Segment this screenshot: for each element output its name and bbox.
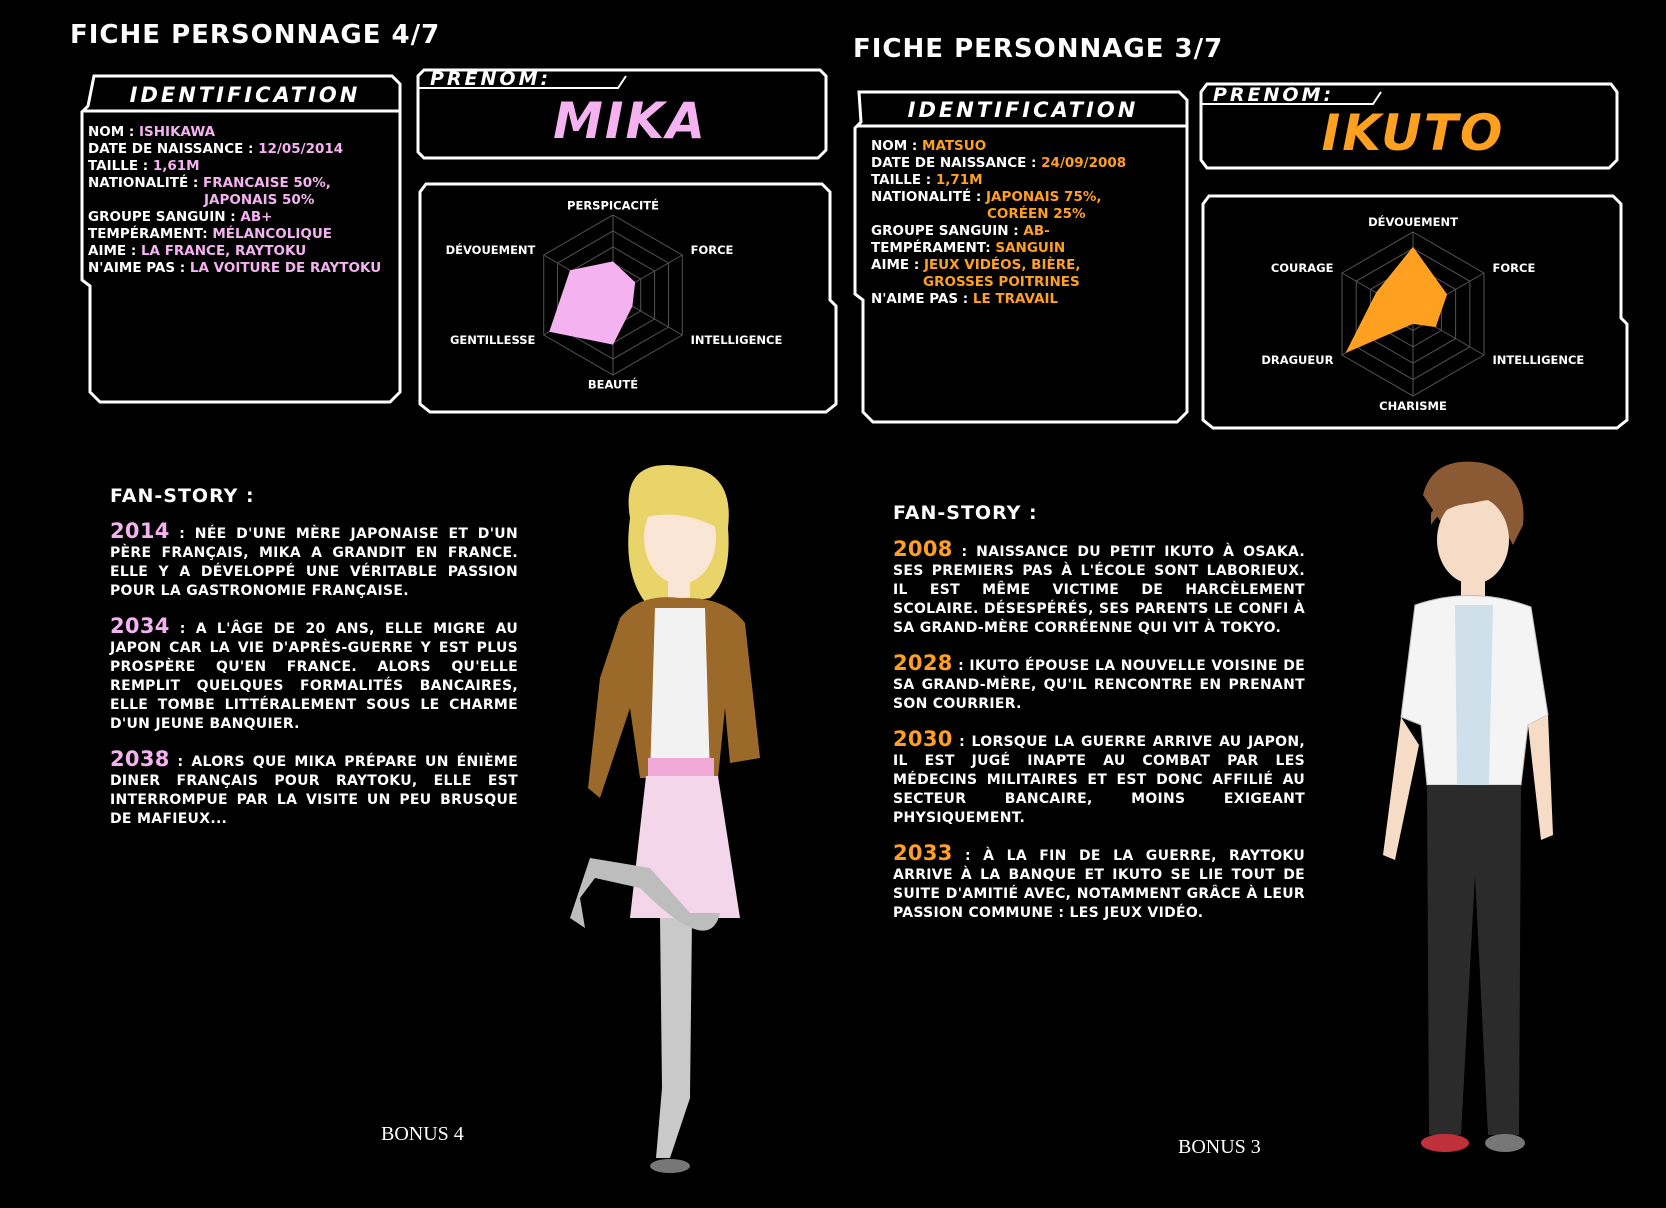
- nationality-value: JAPONAIS 75%,: [986, 189, 1102, 205]
- nationality-label: NATIONALITÉ :: [88, 175, 204, 191]
- temperament-value: SANGUIN: [995, 240, 1066, 256]
- fan-story-title: FAN-STORY :: [110, 485, 255, 507]
- radar-axis-label: INTELLIGENCE: [1492, 352, 1585, 367]
- story-entry: [893, 841, 1305, 923]
- likes-value: JEUX VIDÉOS, BIÈRE,: [923, 257, 1081, 273]
- fan-story-text: [893, 537, 1305, 939]
- story-entry: [893, 651, 1305, 714]
- story-year: 2038: [110, 747, 170, 771]
- bonus-label: BONUS 3: [1178, 1136, 1261, 1158]
- story-text: : NÉE D'UNE MÈRE JAPONAISE ET D'UN PÈRE FRANÇAIS, MIKA A GRANDIT EN FRANCE. ELLE Y A DÉVELOPPÉ UNE VÉRITABLE PASSION POUR LA GASTRONOMIE FRANÇAISE.: [110, 526, 518, 599]
- identification-details: [88, 124, 381, 277]
- likes-value: LA FRANCE, RAYTOKU: [140, 243, 307, 259]
- prenom-name: IKUTO: [1321, 104, 1505, 162]
- height-value: 1,61M: [152, 158, 200, 174]
- radar-axis-label: DÉVOUEMENT: [445, 243, 536, 258]
- nom-label: NOM :: [88, 124, 140, 140]
- identification-header: IDENTIFICATION: [907, 98, 1139, 122]
- likes-value-2: GROSSES POITRINES: [923, 274, 1080, 290]
- nationality-value-2: CORÉEN 25%: [987, 206, 1086, 222]
- story-entry: [893, 537, 1305, 638]
- nationality-value: FRANCAISE 50%,: [203, 175, 331, 191]
- story-year: 2033: [893, 841, 953, 865]
- story-year: 2014: [110, 519, 170, 543]
- radar-chart: [445, 190, 783, 400]
- blood-type-label: GROUPE SANGUIN :: [88, 209, 241, 225]
- dislikes-label: N'AIME PAS :: [871, 291, 973, 307]
- radar-axis-label: GENTILLESSE: [449, 332, 536, 347]
- story-text: : NAISSANCE DU PETIT IKUTO À OSAKA. SES PREMIERS PAS À L'ÉCOLE SONT LABORIEUX. IL EST MÊME VICTIME DE HARCÈLEMENT SCOLAIRE. DÉSESPÉRÉS, SES PARENTS LE CONFI À SA GRAND-MÈRE CORRÉENNE QUI VIT À TOKYO.: [893, 544, 1305, 636]
- nationality-label: NATIONALITÉ :: [871, 189, 987, 205]
- birthdate-value: 12/05/2014: [258, 141, 344, 157]
- radar-axis-label: FORCE: [1492, 261, 1536, 276]
- height-value: 1,71M: [935, 172, 983, 188]
- story-text: : A L'ÂGE DE 20 ANS, ELLE MIGRE AU JAPON CAR LA VIE D'APRÈS-GUERRE Y EST PLUS PROSPÈRE QU'EN FRANCE. ALORS QU'ELLE REMPLIT QUELQUES FORMALITÉS BANCAIRES, ELLE TOMBE LITTÉRALEMENT SOUS LE CHARME D'UN JEUNE BANQUIER.: [110, 621, 518, 732]
- character-sheet-ikuto: [833, 0, 1666, 1208]
- radar-axis-label: DÉVOUEMENT: [1368, 215, 1458, 230]
- height-label: TAILLE :: [871, 172, 936, 188]
- story-entry: [110, 519, 518, 601]
- nom-value: ISHIKAWA: [139, 124, 216, 140]
- blood-type-value: AB-: [1023, 223, 1050, 239]
- birthdate-value: 24/09/2008: [1041, 155, 1127, 171]
- dislikes-label: N'AIME PAS :: [88, 260, 190, 276]
- identification-header: IDENTIFICATION: [129, 83, 361, 107]
- nationality-value-2: JAPONAIS 50%: [204, 192, 315, 208]
- blood-type-value: AB+: [240, 209, 273, 225]
- temperament-value: MÉLANCOLIQUE: [212, 226, 333, 242]
- nom-label: NOM :: [871, 138, 923, 154]
- prenom-label: PRENOM:: [1213, 84, 1335, 106]
- fan-story-text: [110, 519, 518, 845]
- temperament-label: TEMPÉRAMENT:: [88, 226, 213, 242]
- story-year: 2008: [893, 537, 953, 561]
- radar-axis-label: COURAGE: [1270, 261, 1334, 276]
- story-text: : IKUTO ÉPOUSE LA NOUVELLE VOISINE DE SA GRAND-MÈRE, QU'IL RENCONTRE EN PRENANT SON COURRIER.: [893, 658, 1305, 712]
- radar-value-area: [549, 261, 635, 344]
- blood-type-label: GROUPE SANGUIN :: [871, 223, 1024, 239]
- radar-axis-label: INTELLIGENCE: [690, 332, 783, 347]
- story-text: : LORSQUE LA GUERRE ARRIVE AU JAPON, IL EST JUGÉ INAPTE AU COMBAT PAR LES MÉDECINS MILITAIRES ET EST DONC AFFILIÉ AU SECTEUR BANCAIRE, MOINS EXIGEANT PHYSIQUEMENT.: [893, 734, 1305, 826]
- mika-illustration: [560, 458, 820, 1198]
- dislikes-value: LE TRAVAIL: [972, 291, 1059, 307]
- birthdate-label: DATE DE NAISSANCE :: [871, 155, 1042, 171]
- bonus-label: BONUS 4: [381, 1123, 464, 1145]
- temperament-label: TEMPÉRAMENT:: [871, 240, 996, 256]
- sheet-title: FICHE PERSONNAGE 4/7: [70, 20, 441, 50]
- story-entry: [110, 747, 518, 829]
- story-year: 2030: [893, 727, 953, 751]
- nom-value: MATSUO: [922, 138, 987, 154]
- radar-chart: [1253, 204, 1585, 414]
- prenom-label: PRENOM:: [430, 68, 552, 90]
- ikuto-illustration: [1343, 455, 1573, 1205]
- radar-axis-label: CHARISME: [1379, 398, 1447, 413]
- story-text: : ALORS QUE MIKA PRÉPARE UN ÉNIÈME DINER FRANÇAIS POUR RAYTOKU, ELLE EST INTERROMPUE PAR LA VISITE UN PEU BRUSQUE DE MAFIEUX...: [110, 754, 518, 827]
- radar-axis-label: BEAUTÉ: [587, 377, 639, 392]
- radar-axis-label: DRAGUEUR: [1261, 352, 1334, 367]
- fan-story-title: FAN-STORY :: [893, 502, 1038, 524]
- story-entry: [893, 727, 1305, 828]
- likes-label: AIME :: [88, 243, 141, 259]
- birthdate-label: DATE DE NAISSANCE :: [88, 141, 259, 157]
- story-entry: [110, 614, 518, 734]
- identification-details: [871, 138, 1126, 308]
- likes-label: AIME :: [871, 257, 924, 273]
- sheet-title: FICHE PERSONNAGE 3/7: [853, 34, 1224, 64]
- story-year: 2028: [893, 651, 953, 675]
- height-label: TAILLE :: [88, 158, 153, 174]
- dislikes-value: LA VOITURE DE RAYTOKU: [189, 260, 382, 276]
- radar-axis-label: PERSPICACITÉ: [567, 198, 659, 213]
- story-text: : À LA FIN DE LA GUERRE, RAYTOKU ARRIVE À LA BANQUE ET IKUTO SE LIE TOUT DE SUITE D'AMITIÉ AVEC, NOTAMMENT GRÂCE À LEUR PASSION COMMUNE : LES JEUX VIDÉO.: [893, 848, 1305, 921]
- radar-axis-label: FORCE: [690, 243, 734, 258]
- story-year: 2034: [110, 614, 170, 638]
- prenom-name: MIKA: [553, 92, 707, 150]
